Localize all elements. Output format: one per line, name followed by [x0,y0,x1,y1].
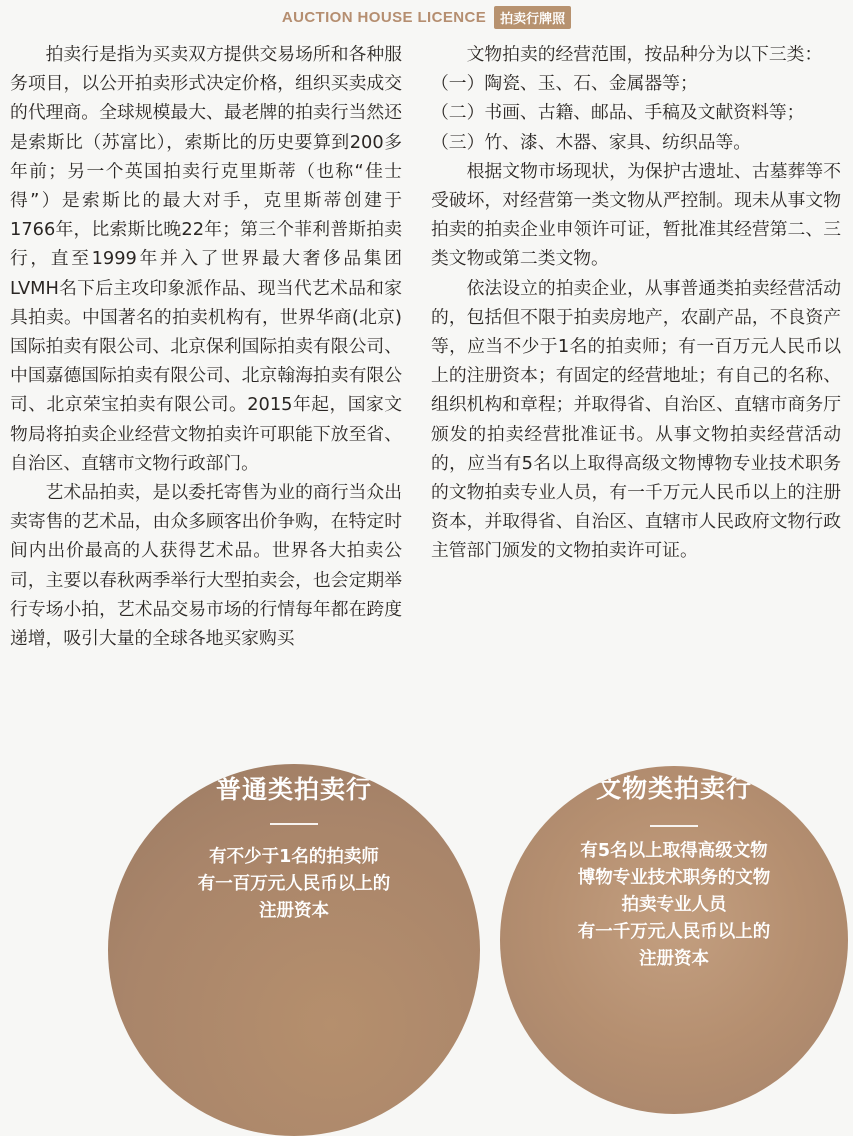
divider [270,823,318,825]
paragraph-scope-intro: 文物拍卖的经营范围，按品种分为以下三类： [466,44,823,65]
requirement-line: 有一千万元人民币以上的 [577,922,771,942]
divider [650,825,698,827]
paragraph-art-auction: 艺术品拍卖，是以委托寄售为业的商行当众出卖寄售的艺术品，由众多顾客出价争购，在特定时间内出价最高的人获得艺术品。世界各大拍卖公司，主要以春秋两季举行大型拍卖会，也会定期举行专场小拍，艺术品交易市场的行情每年都在跨度递增，吸引大量的全球各地买家购买 [10,482,402,650]
general-auction-requirements [108,844,480,925]
relics-auction-circle [500,766,848,1114]
category-item-3: （三）竹、漆、木器、家具、纺织品等。 [431,131,752,153]
right-column [431,40,841,566]
requirement-line: 注册资本 [259,901,329,921]
requirement-line: 拍卖专业人员 [621,895,727,915]
requirement-line: 有5名以上取得高级文物 [580,841,768,861]
category-item-2: （二）书画、古籍、邮品、手稿及文献资料等； [431,102,805,124]
general-auction-title: 普通类拍卖行 [215,775,372,804]
relics-auction-title: 文物类拍卖行 [595,774,752,803]
category-item-1: （一）陶瓷、玉、石、金属器等； [431,73,698,95]
requirement-line: 注册资本 [639,949,709,969]
requirement-line: 有一百万元人民币以上的 [197,874,391,894]
left-column [10,40,402,653]
paragraph-auction-house-intro: 拍卖行是指为买卖双方提供交易场所和各种服务项目，以公开拍卖形式决定价格，组织买卖成交的代理商。全球规模最大、最老牌的拍卖行当然还是索斯比（苏富比），索斯比的历史要算到200多年前；另一个英国拍卖行克里斯蒂（也称“佳士得”）是索斯比的最大对手，克里斯蒂创建于1766年，比索斯比晚22年；第三个菲利普斯拍卖行，直至1999年并入了世界最大奢侈品集团LVMH名下后主攻印象派作品、现当代艺术品和家具拍卖。中国著名的拍卖机构有，世界华商(北京)国际拍卖有限公司、北京保利国际拍卖有限公司、中国嘉德国际拍卖有限公司、北京翰海拍卖有限公司、北京荣宝拍卖有限公司。2015年起，国家文物局将拍卖企业经营文物拍卖许可职能下放至省、自治区、直辖市文物行政部门。 [10,44,402,474]
paragraph-control: 根据文物市场现状，为保护古遗址、古墓葬等不受破坏，对经营第一类文物从严控制。现未从事文物拍卖的拍卖企业申领许可证，暂批准其经营第二、三类文物或第二类文物。 [431,160,841,270]
header-title-tag: 拍卖行牌照 [494,6,571,29]
requirement-line: 博物专业技术职务的文物 [577,868,771,888]
header-title-en: AUCTION HOUSE LICENCE [281,9,487,26]
paragraph-requirements: 依法设立的拍卖企业，从事普通类拍卖经营活动的，包括但不限于拍卖房地产，农副产品，不良资产等，应当不少于1名的拍卖师；有一百万元人民币以上的注册资本；有固定的经营地址；有自己的名称、组织机构和章程；并取得省、自治区、直辖市商务厅颁发的拍卖经营批准证书。从事文物拍卖经营活动的，应当有5名以上取得高级文物博物专业技术职务的文物拍卖专业人员，有一千万元人民币以上的注册资本，并取得省、自治区、直辖市人民政府文物行政主管部门颁发的文物拍卖许可证。 [431,277,841,562]
general-auction-circle [108,764,480,1136]
page-header [0,6,853,29]
requirement-line: 有不少于1名的拍卖师 [209,847,379,867]
relics-auction-requirements [500,838,848,973]
